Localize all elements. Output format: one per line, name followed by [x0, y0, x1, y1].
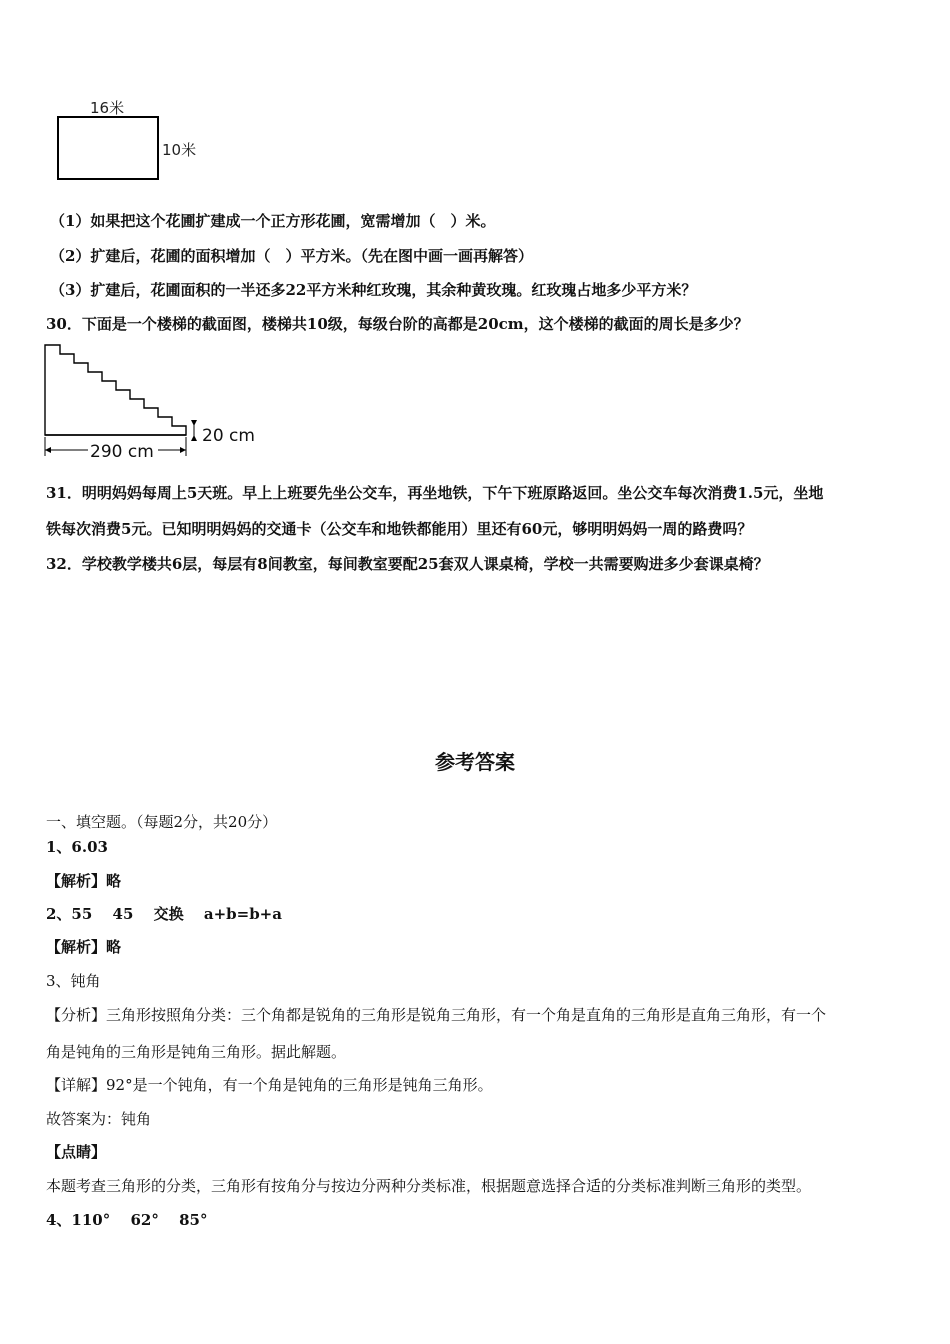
staircase-outline — [45, 345, 186, 435]
answer-2-note: 【解析】略 — [46, 938, 122, 956]
answer-1-note: 【解析】略 — [46, 872, 122, 890]
rect-side-label: 10米 — [162, 141, 197, 159]
answer-3-analysis-2: 角是钝角的三角形是钝角三角形。据此解题。 — [46, 1043, 347, 1061]
answer-3-analysis-1: 【分析】三角形按照角分类：三个角都是锐角的三角形是锐角三角形，有一个角是直角的三角形是直角三角形，有一个 — [46, 1006, 827, 1024]
answer-2: 2、55 45 交换 a+b=b+a — [46, 905, 282, 923]
q31-line2: 铁每次消费5元。已知明明妈妈的交通卡（公交车和地铁都能用）里还有60元，够明明妈妈一周的路费吗？ — [46, 520, 753, 538]
answer-3-answer: 故答案为：钝角 — [46, 1110, 152, 1128]
answer-3-point: 本题考查三角形的分类，三角形有按角分与按边分两种分类标准，根据题意选择合适的分类标准判断三角形的类型。 — [46, 1177, 812, 1195]
answer-3: 3、钝角 — [46, 972, 101, 990]
answers-section1: 一、填空题。（每题2分，共20分） — [46, 813, 278, 831]
width-arrow-left — [45, 447, 51, 453]
height-arrow-bottom — [191, 435, 197, 441]
garden-rectangle-figure — [50, 95, 210, 187]
width-arrow-right — [180, 447, 186, 453]
stair-height-label: 20 cm — [202, 426, 255, 446]
q32-text: 32．学校教学楼共6层，每层有8间教室，每间教室要配25套双人课桌椅，学校一共需要购进多少套课桌椅？ — [46, 555, 769, 573]
q29-sub2: （2）扩建后，花圃的面积增加（ ）平方米。（先在图中画一画再解答） — [50, 247, 533, 265]
answer-3-point-label: 【点睛】 — [46, 1143, 107, 1161]
q29-sub3: （3）扩建后，花圃面积的一半还多22平方米种红玫瑰，其余种黄玫瑰。红玫瑰占地多少平方米？ — [50, 281, 697, 299]
answers-title: 参考答案 — [435, 750, 515, 774]
q29-sub1: （1）如果把这个花圃扩建成一个正方形花圃，宽需增加（ ）米。 — [50, 212, 496, 230]
height-arrow-top — [191, 420, 197, 426]
answer-1: 1、6.03 — [46, 838, 108, 856]
q31-line1: 31．明明妈妈每周上5天班。早上上班要先坐公交车，再坐地铁，下午下班原路返回。坐公交车每次消费1.5元，坐地 — [46, 484, 824, 502]
q30-text: 30．下面是一个楼梯的截面图，楼梯共10级，每级台阶的高都是20cm，这个楼梯的截面的周长是多少？ — [46, 315, 749, 333]
garden-rectangle — [58, 117, 158, 179]
answer-3-detail: 【详解】92°是一个钝角，有一个角是钝角的三角形是钝角三角形。 — [46, 1076, 493, 1094]
answer-4: 4、110° 62° 85° — [46, 1211, 208, 1229]
rect-top-label: 16米 — [90, 99, 125, 117]
staircase-figure — [40, 340, 270, 465]
stair-width-label: 290 cm — [90, 442, 154, 462]
